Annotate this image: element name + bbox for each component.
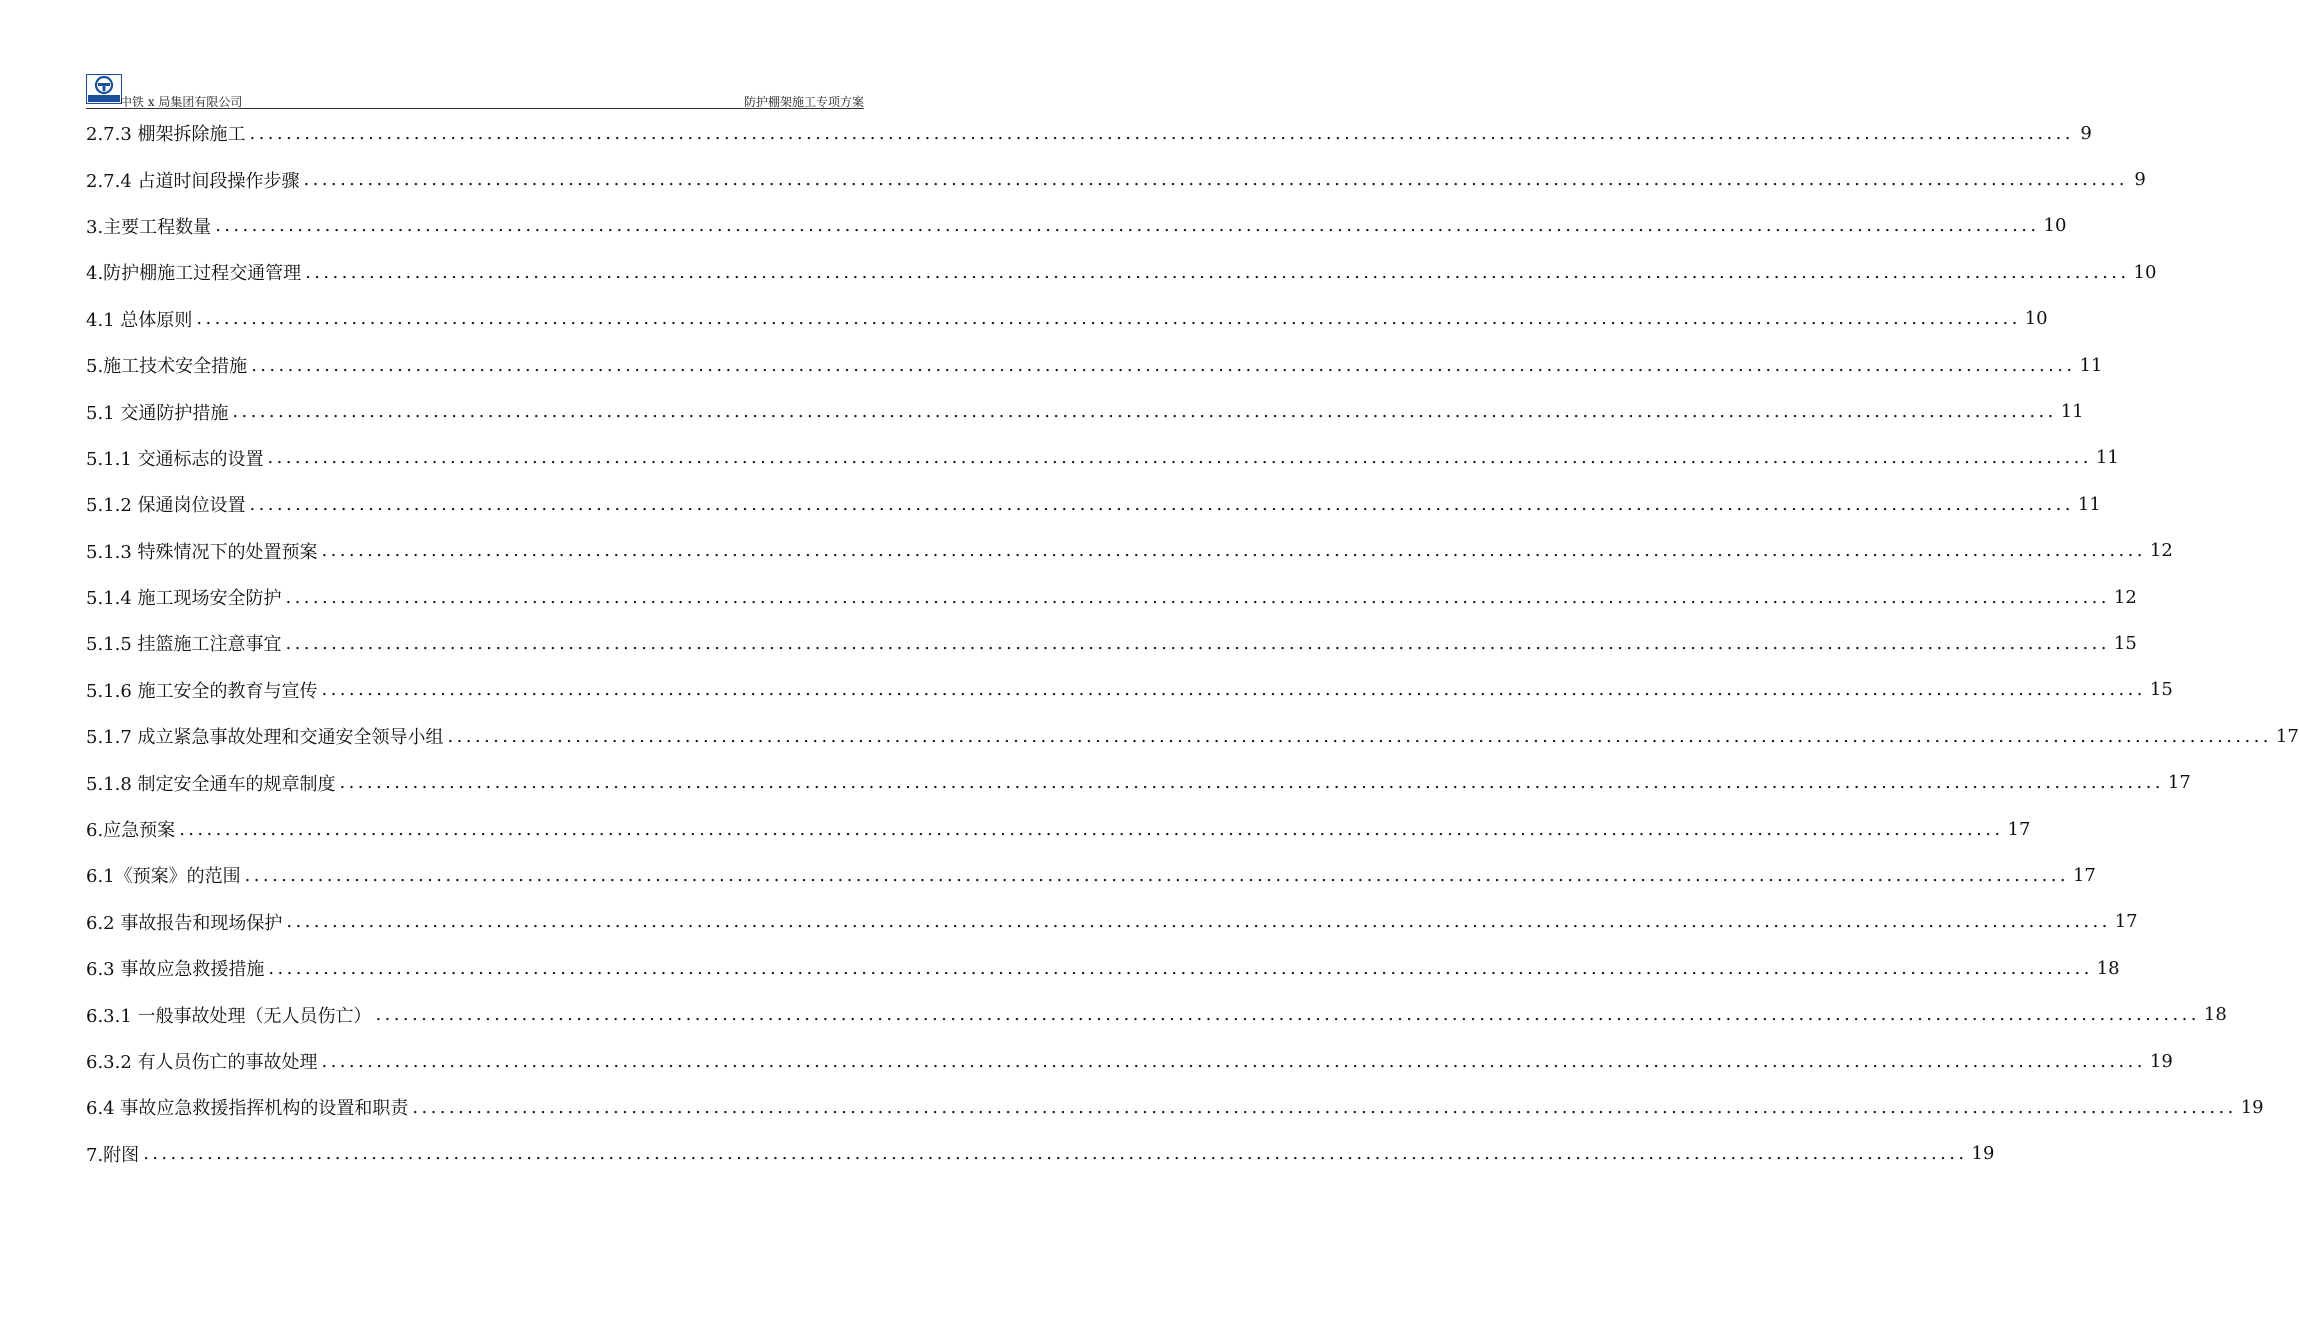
toc-entry-title: 6.2 事故报告和现场保护 (86, 909, 286, 935)
header-divider (86, 108, 864, 109)
toc-entry[interactable] (86, 1038, 2173, 1084)
toc-entry[interactable] (86, 620, 2137, 666)
toc-entry-title: 6.3.2 有人员伤亡的事故处理 (86, 1048, 322, 1074)
toc-entry[interactable] (86, 1084, 2264, 1130)
toc-entry-title: 6.3 事故应急救援措施 (86, 955, 268, 981)
toc-entry-title: 6.1《预案》的范围 (86, 862, 245, 888)
toc-entry-title: 6.4 事故应急救援指挥机构的设置和职责 (86, 1094, 412, 1120)
toc-entry-title: 5.1.3 特殊情况下的处置预案 (86, 538, 322, 564)
toc-entry-page: 18 (2200, 1004, 2218, 1025)
toc-entry-title: 5.1.6 施工安全的教育与宣传 (86, 677, 322, 703)
toc-entry[interactable] (86, 945, 2120, 991)
toc-entry-page: 11 (2074, 494, 2092, 515)
toc-entry-page: 11 (2092, 447, 2110, 468)
china-railway-logo (86, 74, 122, 104)
toc-leader-dots: ........................................................................................................................................................................................................ (285, 632, 2110, 654)
toc-entry[interactable] (86, 435, 2119, 481)
toc-entry-title: 6.3.1 一般事故处理（无人员伤亡） (86, 1002, 376, 1028)
toc-entry-title: 5.1.2 保通岗位设置 (86, 491, 250, 517)
toc-leader-dots: ........................................................................................................................................................................................................ (339, 772, 2164, 794)
toc-leader-dots: ........................................................................................................................................................................................................ (305, 261, 2130, 283)
toc-leader-dots: ........................................................................................................................................................................................................ (268, 957, 2093, 979)
toc-entry[interactable] (86, 388, 2084, 434)
toc-entry-title: 5.1.8 制定安全通车的规章制度 (86, 770, 340, 796)
toc-entry-page: 15 (2146, 679, 2164, 700)
toc-entry-page: 17 (2111, 911, 2129, 932)
toc-entry[interactable] (86, 342, 2103, 388)
toc-leader-dots: ........................................................................................................................................................................................................ (447, 725, 2272, 747)
toc-leader-dots: ........................................................................................................................................................................................................ (215, 215, 2040, 237)
toc-entry[interactable] (86, 249, 2157, 295)
toc-leader-dots: ........................................................................................................................................................................................................ (196, 308, 2021, 330)
toc-entry-page: 9 (2128, 169, 2146, 190)
toc-entry[interactable] (86, 203, 2067, 249)
toc-entry-title: 5.1 交通防护措施 (86, 399, 232, 425)
toc-entry[interactable] (86, 991, 2227, 1037)
toc-leader-dots: ........................................................................................................................................................................................................ (249, 493, 2074, 515)
toc-entry-page: 17 (2272, 726, 2290, 747)
toc-leader-dots: ........................................................................................................................................................................................................ (321, 540, 2146, 562)
toc-entry-title: 4.1 总体原则 (86, 306, 196, 332)
toc-entry-page: 12 (2110, 587, 2128, 608)
toc-leader-dots: ........................................................................................................................................................................................................ (267, 447, 2092, 469)
toc-entry-page: 10 (2021, 308, 2039, 329)
toc-entry-page: 12 (2146, 540, 2164, 561)
toc-leader-dots: ........................................................................................................................................................................................................ (251, 354, 2076, 376)
toc-entry-page: 17 (2004, 819, 2022, 840)
toc-entry-title: 5.1.4 施工现场安全防护 (86, 584, 286, 610)
toc-leader-dots: ........................................................................................................................................................................................................ (285, 586, 2110, 608)
toc-entry-title: 2.7.4 占道时间段操作步骤 (86, 167, 304, 193)
toc-entry-title: 5.1.5 挂篮施工注意事宜 (86, 630, 286, 656)
toc-entry-title: 4.防护棚施工过程交通管理 (86, 259, 305, 285)
toc-entry[interactable] (86, 528, 2173, 574)
toc-leader-dots: ........................................................................................................................................................................................................ (143, 1143, 1968, 1165)
toc-leader-dots: ........................................................................................................................................................................................................ (412, 1096, 2237, 1118)
toc-entry-page: 10 (2130, 262, 2148, 283)
toc-entry[interactable] (86, 156, 2146, 202)
toc-entry-title: 7.附图 (86, 1141, 143, 1167)
toc-entry-page: 19 (2237, 1097, 2255, 1118)
toc-entry-title: 5.施工技术安全措施 (86, 352, 251, 378)
toc-leader-dots: ........................................................................................................................................................................................................ (303, 169, 2128, 191)
toc-leader-dots: ........................................................................................................................................................................................................ (232, 401, 2057, 423)
toc-entry[interactable] (86, 806, 2031, 852)
toc-leader-dots: ........................................................................................................................................................................................................ (244, 864, 2069, 886)
toc-entry[interactable] (86, 899, 2138, 945)
toc-entry-page: 18 (2093, 958, 2111, 979)
toc-entry[interactable] (86, 713, 2299, 759)
toc-entry[interactable] (86, 667, 2173, 713)
toc-entry[interactable] (86, 759, 2191, 805)
toc-entry[interactable] (86, 110, 2092, 156)
toc-entry-page: 10 (2040, 215, 2058, 236)
document-title: 防护棚架施工专项方案 (743, 95, 864, 109)
toc-entry-page: 9 (2074, 123, 2092, 144)
toc-leader-dots: ........................................................................................................................................................................................................ (286, 911, 2111, 933)
toc-entry[interactable] (86, 296, 2048, 342)
toc-entry[interactable] (86, 852, 2096, 898)
toc-leader-dots: ........................................................................................................................................................................................................ (321, 1050, 2146, 1072)
toc-entry-page: 19 (2146, 1051, 2164, 1072)
toc-entry-page: 11 (2076, 355, 2094, 376)
toc-leader-dots: ........................................................................................................................................................................................................ (249, 122, 2074, 144)
toc-entry-title: 3.主要工程数量 (86, 213, 215, 239)
toc-entry-title: 2.7.3 棚架拆除施工 (86, 120, 250, 146)
company-name: 中铁 x 局集团有限公司 (120, 95, 243, 109)
toc-entry[interactable] (86, 574, 2137, 620)
toc-entry-page: 11 (2057, 401, 2075, 422)
toc-entry-title: 5.1.1 交通标志的设置 (86, 445, 268, 471)
toc-entry-title: 5.1.7 成立紧急事故处理和交通安全领导小组 (86, 723, 448, 749)
toc-leader-dots: ........................................................................................................................................................................................................ (321, 679, 2146, 701)
toc-leader-dots: ........................................................................................................................................................................................................ (179, 818, 2004, 840)
toc-entry-page: 17 (2164, 772, 2182, 793)
toc-entry-page: 15 (2110, 633, 2128, 654)
toc-entry[interactable] (86, 481, 2101, 527)
toc-entry-page: 19 (1968, 1143, 1986, 1164)
page-header (86, 74, 864, 110)
toc-entry-page: 17 (2069, 865, 2087, 886)
toc-entry-title: 6.应急预案 (86, 816, 179, 842)
table-of-contents (86, 110, 2299, 1177)
toc-leader-dots: ........................................................................................................................................................................................................ (375, 1004, 2200, 1026)
toc-entry[interactable] (86, 1131, 1995, 1177)
